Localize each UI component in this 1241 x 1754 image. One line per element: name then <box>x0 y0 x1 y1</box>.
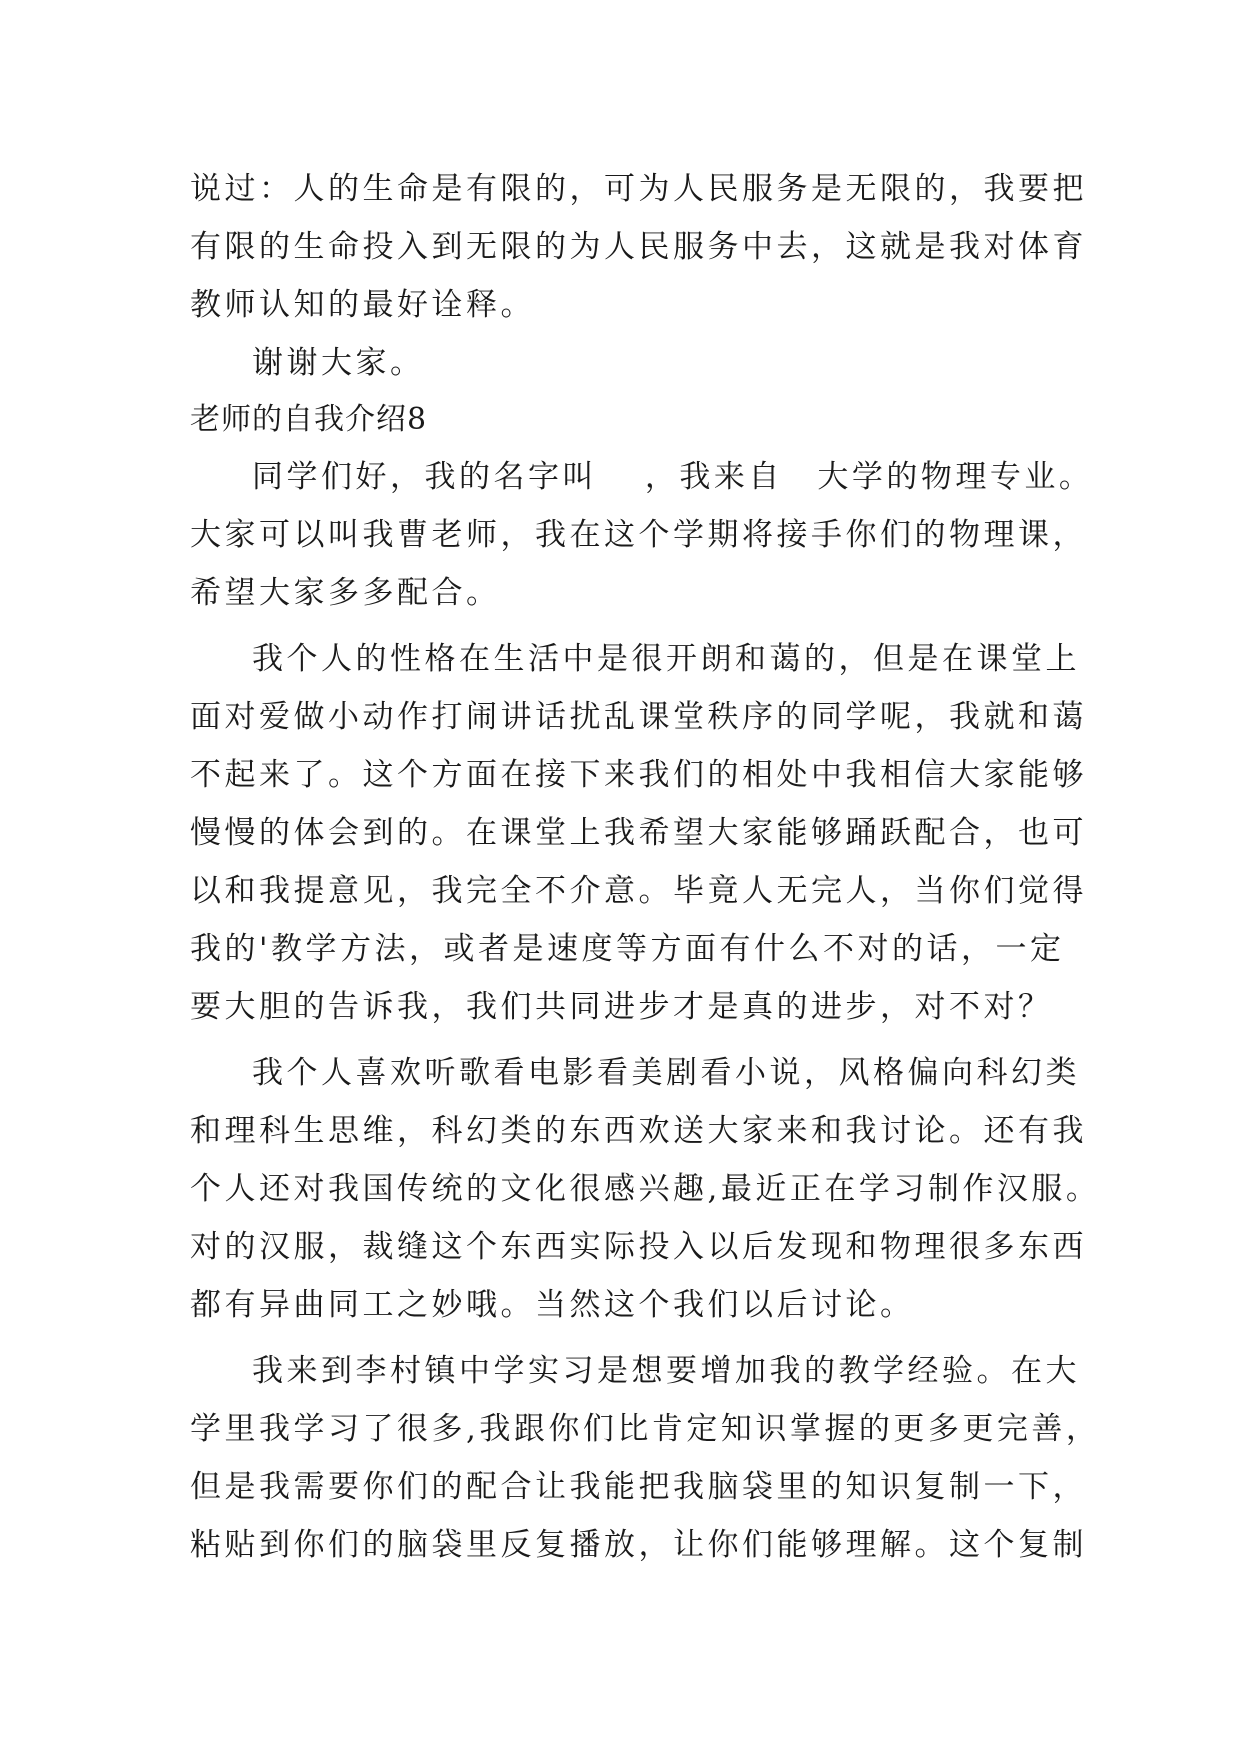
text-line: 和理科生思维，科幻类的东西欢送大家来和我讨论。还有我 <box>190 1113 1087 1149</box>
text-line: 以和我提意见，我完全不介意。毕竟人无完人，当你们觉得 <box>190 873 1087 909</box>
text-line: 说过：人的生命是有限的，可为人民服务是无限的，我要把 <box>190 171 1087 207</box>
text-line: 我个人喜欢听歌看电影看美剧看小说，风格偏向科幻类 <box>252 1055 1080 1091</box>
text-line: 对的汉服，裁缝这个东西实际投入以后发现和物理很多东西 <box>190 1229 1087 1265</box>
text-line: 我个人的性格在生活中是很开朗和蔼的，但是在课堂上 <box>252 641 1080 677</box>
text-line: 希望大家多多配合。 <box>190 575 501 611</box>
paragraph-personality <box>190 630 1087 1036</box>
text-line: 都有异曲同工之妙哦。当然这个我们以后讨论。 <box>190 1287 915 1323</box>
text-line: 要大胆的告诉我，我们共同进步才是真的进步，对不对？ <box>190 989 1053 1025</box>
paragraph-closing <box>190 160 1087 334</box>
text-line: 粘贴到你们的脑袋里反复播放，让你们能够理解。这个复制 <box>190 1527 1087 1563</box>
text-line: 学里我学习了很多,我跟你们比肯定知识掌握的更多更完善， <box>190 1411 1101 1447</box>
text-line: 教师认知的最好诠释。 <box>190 287 535 323</box>
paragraph-intro <box>190 448 1094 622</box>
paragraph-internship <box>190 1342 1101 1574</box>
text-line: 我的'教学方法，或者是速度等方面有什么不对的话，一定 <box>190 931 1065 967</box>
text-line: 有限的生命投入到无限的为人民服务中去，这就是我对体育 <box>190 229 1087 265</box>
text-line: 面对爱做小动作打闹讲话扰乱课堂秩序的同学呢，我就和蔼 <box>190 699 1087 735</box>
text-line: 同学们好，我的名字叫 ，我来自 大学的物理专业。 <box>252 459 1094 495</box>
text-line: 大家可以叫我曹老师，我在这个学期将接手你们的物理课， <box>190 517 1087 553</box>
text-line: 我来到李村镇中学实习是想要增加我的教学经验。在大 <box>252 1353 1080 1389</box>
text-line: 但是我需要你们的配合让我能把我脑袋里的知识复制一下， <box>190 1469 1087 1505</box>
text-line: 个人还对我国传统的文化很感兴趣,最近正在学习制作汉服。 <box>190 1171 1101 1207</box>
text-line: 不起来了。这个方面在接下来我们的相处中我相信大家能够 <box>190 757 1087 793</box>
section-title: 老师的自我介绍8 <box>190 402 428 437</box>
thanks-line: 谢谢大家。 <box>252 345 425 381</box>
paragraph-hobbies <box>190 1044 1101 1334</box>
text-line: 慢慢的体会到的。在课堂上我希望大家能够踊跃配合，也可 <box>190 815 1087 851</box>
document-page <box>190 160 1101 1574</box>
